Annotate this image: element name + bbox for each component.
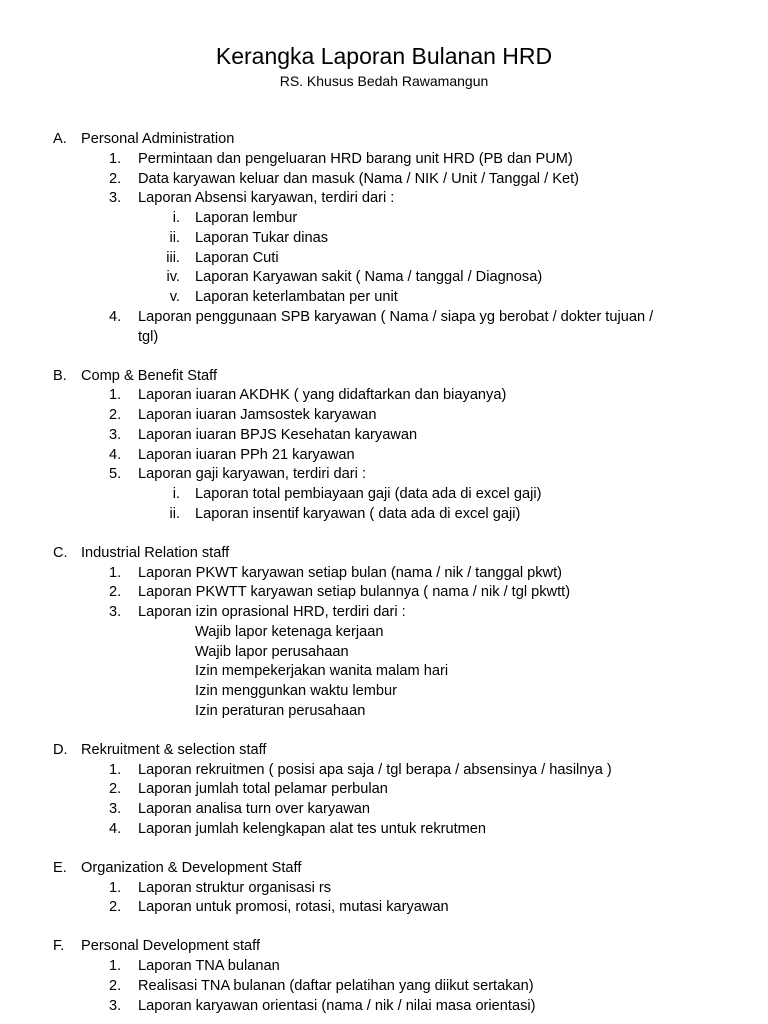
item-text: Laporan iuaran Jamsostek karyawan [138, 407, 377, 423]
item-number: 5. [109, 466, 122, 483]
section-letter: C. [53, 544, 68, 561]
item-number: 1. [109, 387, 122, 404]
section-letter: E. [53, 859, 67, 876]
item-text: Laporan TNA bulanan [138, 958, 280, 974]
item-text: Laporan Absensi karyawan, terdiri dari : [138, 190, 395, 207]
item-number: 2. [109, 899, 122, 916]
section-letter: F. [53, 938, 65, 955]
document-subtitle: RS. Khusus Bedah Rawamangun [279, 73, 489, 89]
item-number: 2. [109, 977, 122, 994]
item-text: Data karyawan keluar dan masuk (Nama / NIK / Unit / Tanggal / Ket) [138, 170, 579, 187]
item-text: Permintaan dan pengeluaran HRD barang unit HRD (PB dan PUM) [138, 150, 573, 167]
subitem-text: Laporan Karyawan sakit ( Nama / tanggal / Diagnosa) [195, 269, 543, 286]
subitem-text: Izin mempekerjakan wanita malam hari [195, 663, 449, 680]
section-letter: B. [53, 367, 67, 384]
item-number: 1. [109, 879, 122, 896]
subitem-number: iii. [166, 249, 180, 266]
item-number: 1. [109, 150, 122, 167]
subitem-number: i. [172, 486, 180, 502]
section-title: Personal Development staff [81, 938, 261, 955]
subitem-text: Izin menggunkan waktu lembur [195, 683, 397, 699]
item-text: Laporan karyawan orientasi (nama / nik / nilai masa orientasi) [138, 997, 536, 1014]
section-letter: A. [53, 131, 67, 147]
subitem-text: Laporan Cuti [195, 249, 279, 266]
item-number: 1. [109, 958, 122, 974]
section-title: Personal Administration [81, 131, 235, 147]
item-text: Laporan penggunaan SPB karyawan ( Nama / siapa yg berobat / dokter tujuan / [138, 308, 654, 325]
section-title: Comp & Benefit Staff [81, 367, 218, 384]
subitem-number: v. [169, 289, 180, 305]
subitem-text: Laporan insentif karyawan ( data ada di excel gaji) [195, 505, 521, 522]
item-text: Realisasi TNA bulanan (daftar pelatihan yang diikut sertakan) [138, 977, 534, 994]
item-number: 1. [109, 564, 122, 581]
item-number: 3. [109, 426, 122, 443]
subitem-text: Laporan total pembiayaan gaji (data ada di excel gaji) [195, 486, 542, 502]
section-title: Organization & Development Staff [81, 859, 302, 876]
item-number: 3. [109, 190, 122, 207]
item-number: 4. [109, 446, 122, 463]
subitem-number: iv. [166, 269, 180, 286]
item-number: 4. [109, 308, 122, 325]
item-text: Laporan iuaran AKDHK ( yang didaftarkan dan biayanya) [138, 387, 507, 404]
item-number: 2. [109, 170, 122, 187]
item-text: Laporan jumlah total pelamar perbulan [138, 781, 388, 798]
item-text: Laporan analisa turn over karyawan [138, 801, 371, 817]
item-text: Laporan jumlah kelengkapan alat tes untuk rekrutmen [138, 820, 487, 837]
item-number: 2. [109, 781, 122, 798]
item-text: Laporan untuk promosi, rotasi, mutasi karyawan [138, 899, 449, 916]
item-text-continuation: tgl) [138, 328, 159, 345]
item-number: 3. [109, 997, 122, 1014]
item-number: 4. [109, 820, 122, 837]
section-title: Rekruitment & selection staff [81, 741, 267, 758]
item-text: Laporan PKWT karyawan setiap bulan (nama / nik / tanggal pkwt) [138, 564, 562, 581]
item-text: Laporan rekruitmen ( posisi apa saja / tgl berapa / absensinya / hasilnya ) [138, 761, 612, 778]
subitem-number: ii. [169, 505, 180, 522]
item-text: Laporan gaji karyawan, terdiri dari : [138, 466, 366, 483]
item-text: Laporan iuaran PPh 21 karyawan [138, 446, 355, 463]
section-title: Industrial Relation staff [81, 544, 230, 561]
subitem-text: Laporan lembur [195, 210, 298, 226]
subitem-text: Wajib lapor ketenaga kerjaan [195, 623, 384, 640]
subitem-number: ii. [169, 229, 180, 246]
item-number: 2. [109, 407, 122, 423]
item-number: 3. [109, 801, 122, 817]
document-title: Kerangka Laporan Bulanan HRD [215, 43, 553, 69]
subitem-text: Izin peraturan perusahaan [195, 702, 366, 719]
item-number: 3. [109, 604, 122, 620]
item-text: Laporan struktur organisasi rs [138, 879, 332, 896]
subitem-text: Wajib lapor perusahaan [195, 643, 349, 660]
section-letter: D. [53, 741, 68, 758]
item-number: 2. [109, 584, 122, 601]
subitem-number: i. [172, 210, 180, 226]
subitem-text: Laporan keterlambatan per unit [195, 289, 398, 305]
subitem-text: Laporan Tukar dinas [195, 229, 329, 246]
item-text: Laporan iuaran BPJS Kesehatan karyawan [138, 426, 418, 443]
item-text: Laporan izin oprasional HRD, terdiri dari : [138, 604, 406, 620]
item-text: Laporan PKWTT karyawan setiap bulannya ( nama / nik / tgl pkwtt) [138, 584, 571, 601]
item-number: 1. [109, 761, 122, 778]
